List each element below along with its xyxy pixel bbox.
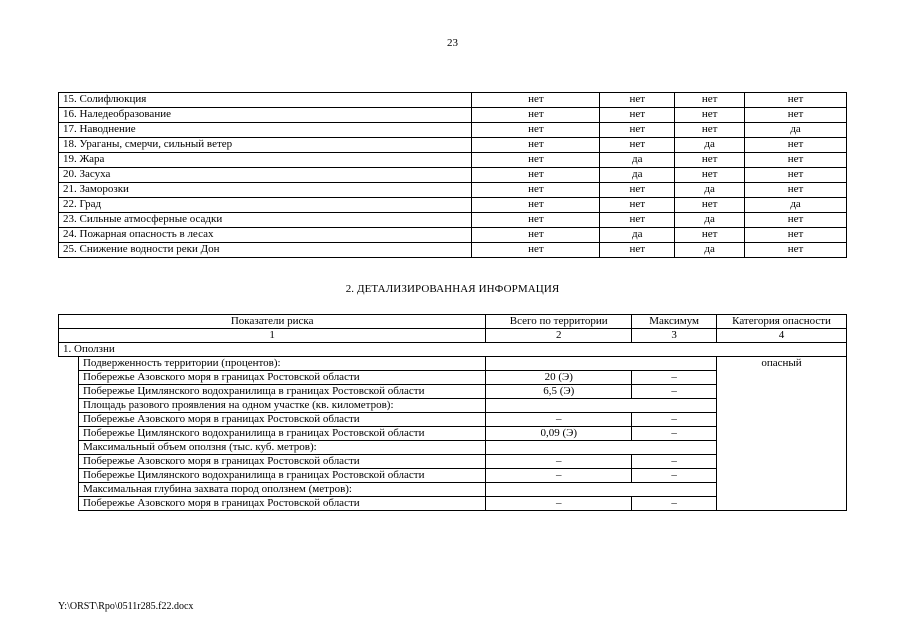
hazard-value: нет xyxy=(472,123,600,138)
hazard-value: нет xyxy=(600,213,675,228)
detail-table xyxy=(58,314,847,511)
hazard-value: нет xyxy=(675,228,745,243)
header-row xyxy=(59,315,847,329)
hazard-value: да xyxy=(675,243,745,258)
indent-cell xyxy=(59,497,79,511)
hazard-value: нет xyxy=(745,183,847,198)
indent-cell xyxy=(59,455,79,469)
hazard-name: 23. Сильные атмосферные осадки xyxy=(59,213,472,228)
area-name: Побережье Цимлянского водохранилища в границах Ростовской области xyxy=(78,427,485,441)
indent-cell xyxy=(59,399,79,413)
hazard-value: нет xyxy=(745,153,847,168)
indent-cell xyxy=(59,371,79,385)
hazard-value: нет xyxy=(745,228,847,243)
table-row xyxy=(59,183,847,198)
indicator-title-row xyxy=(59,357,847,371)
table-row xyxy=(59,168,847,183)
hazard-value: нет xyxy=(472,93,600,108)
hazard-name: 17. Наводнение xyxy=(59,123,472,138)
max-value: – xyxy=(632,371,717,385)
hazard-value: нет xyxy=(675,198,745,213)
max-value: – xyxy=(632,455,717,469)
hazard-value: да xyxy=(600,168,675,183)
indicator-title: Максимальный объем оползня (тыс. куб. метров): xyxy=(78,441,485,455)
column-number-row xyxy=(59,329,847,343)
area-name: Побережье Азовского моря в границах Ростовской области xyxy=(78,413,485,427)
hazard-value: нет xyxy=(472,198,600,213)
indent-cell xyxy=(59,357,79,371)
section-title: 2. ДЕТАЛИЗИРОВАННАЯ ИНФОРМАЦИЯ xyxy=(345,283,560,295)
indicator-title: Подверженность территории (процентов): xyxy=(78,357,485,371)
total-value: – xyxy=(486,413,632,427)
indicator-title: Максимальная глубина захвата пород оползнем (метров): xyxy=(78,483,485,497)
hazard-value: нет xyxy=(675,168,745,183)
hazard-name: 19. Жара xyxy=(59,153,472,168)
total-value: – xyxy=(486,455,632,469)
area-name: Побережье Цимлянского водохранилища в границах Ростовской области xyxy=(78,469,485,483)
indent-cell xyxy=(59,483,79,497)
hazard-value: нет xyxy=(600,123,675,138)
hazard-name: 22. Град xyxy=(59,198,472,213)
hazard-value: нет xyxy=(675,123,745,138)
group-title: 1. Оползни xyxy=(59,343,847,357)
empty-cell xyxy=(486,441,717,455)
hazard-name: 20. Засуха xyxy=(59,168,472,183)
table-row xyxy=(59,198,847,213)
indent-cell xyxy=(59,441,79,455)
empty-cell xyxy=(486,483,717,497)
table-row xyxy=(59,123,847,138)
area-name: Побережье Цимлянского водохранилища в границах Ростовской области xyxy=(78,385,485,399)
page-number: 23 xyxy=(447,37,458,49)
hazard-value: нет xyxy=(472,168,600,183)
hazard-value: нет xyxy=(745,138,847,153)
total-value: 20 (Э) xyxy=(486,371,632,385)
area-name: Побережье Азовского моря в границах Ростовской области xyxy=(78,371,485,385)
hazard-value: нет xyxy=(675,153,745,168)
area-name: Побережье Азовского моря в границах Ростовской области xyxy=(78,455,485,469)
col-number-3: 3 xyxy=(632,329,717,343)
hazard-name: 24. Пожарная опасность в лесах xyxy=(59,228,472,243)
hazard-value: нет xyxy=(745,243,847,258)
hazard-name: 16. Наледеобразование xyxy=(59,108,472,123)
hazard-value: нет xyxy=(675,108,745,123)
area-name: Побережье Азовского моря в границах Ростовской области xyxy=(78,497,485,511)
table-row xyxy=(59,243,847,258)
header-maximum: Максимум xyxy=(632,315,717,329)
hazards-table xyxy=(58,92,847,258)
indicator-title: Площадь разового проявления на одном участке (кв. километров): xyxy=(78,399,485,413)
total-value: – xyxy=(486,497,632,511)
hazard-name: 25. Снижение водности реки Дон xyxy=(59,243,472,258)
table-row xyxy=(59,153,847,168)
table-row xyxy=(59,138,847,153)
hazard-value: нет xyxy=(745,168,847,183)
hazard-value: нет xyxy=(600,198,675,213)
hazard-name: 15. Солифлюкция xyxy=(59,93,472,108)
hazard-value: нет xyxy=(745,108,847,123)
max-value: – xyxy=(632,427,717,441)
hazard-value: нет xyxy=(472,108,600,123)
footer-file-path: Y:\ORST\Rpo\0511r285.f22.docx xyxy=(58,601,194,612)
header-category: Категория опасности xyxy=(717,315,847,329)
table-row xyxy=(59,108,847,123)
hazard-value: нет xyxy=(472,153,600,168)
hazard-value: да xyxy=(600,153,675,168)
total-value: – xyxy=(486,469,632,483)
hazard-value: да xyxy=(675,183,745,198)
col-number-2: 2 xyxy=(486,329,632,343)
hazard-name: 21. Заморозки xyxy=(59,183,472,198)
hazard-value: нет xyxy=(600,243,675,258)
indent-cell xyxy=(59,469,79,483)
hazard-value: нет xyxy=(745,213,847,228)
group-row xyxy=(59,343,847,357)
empty-cell xyxy=(486,399,717,413)
hazard-value: нет xyxy=(472,138,600,153)
hazard-value: да xyxy=(600,228,675,243)
header-risk-indicators: Показатели риска xyxy=(59,315,486,329)
total-value: 6,5 (Э) xyxy=(486,385,632,399)
max-value: – xyxy=(632,413,717,427)
max-value: – xyxy=(632,385,717,399)
table-row xyxy=(59,93,847,108)
max-value: – xyxy=(632,469,717,483)
hazard-name: 18. Ураганы, смерчи, сильный ветер xyxy=(59,138,472,153)
hazard-value: нет xyxy=(600,108,675,123)
hazard-value: да xyxy=(745,198,847,213)
hazard-value: нет xyxy=(472,183,600,198)
table-row xyxy=(59,213,847,228)
indent-cell xyxy=(59,413,79,427)
header-total: Всего по территории xyxy=(486,315,632,329)
col-number-4: 4 xyxy=(717,329,847,343)
table-row xyxy=(59,228,847,243)
empty-cell xyxy=(486,357,717,371)
hazard-value: нет xyxy=(675,93,745,108)
hazard-value: нет xyxy=(600,138,675,153)
hazard-value: нет xyxy=(600,183,675,198)
hazard-value: нет xyxy=(472,243,600,258)
total-value: 0,09 (Э) xyxy=(486,427,632,441)
indent-cell xyxy=(59,385,79,399)
max-value: – xyxy=(632,497,717,511)
hazard-value: нет xyxy=(600,93,675,108)
indent-cell xyxy=(59,427,79,441)
hazard-value: нет xyxy=(472,228,600,243)
col-number-1: 1 xyxy=(59,329,486,343)
hazard-value: нет xyxy=(745,93,847,108)
hazard-value: да xyxy=(675,138,745,153)
danger-category: опасный xyxy=(717,357,847,511)
hazard-value: нет xyxy=(472,213,600,228)
hazard-value: да xyxy=(675,213,745,228)
hazard-value: да xyxy=(745,123,847,138)
